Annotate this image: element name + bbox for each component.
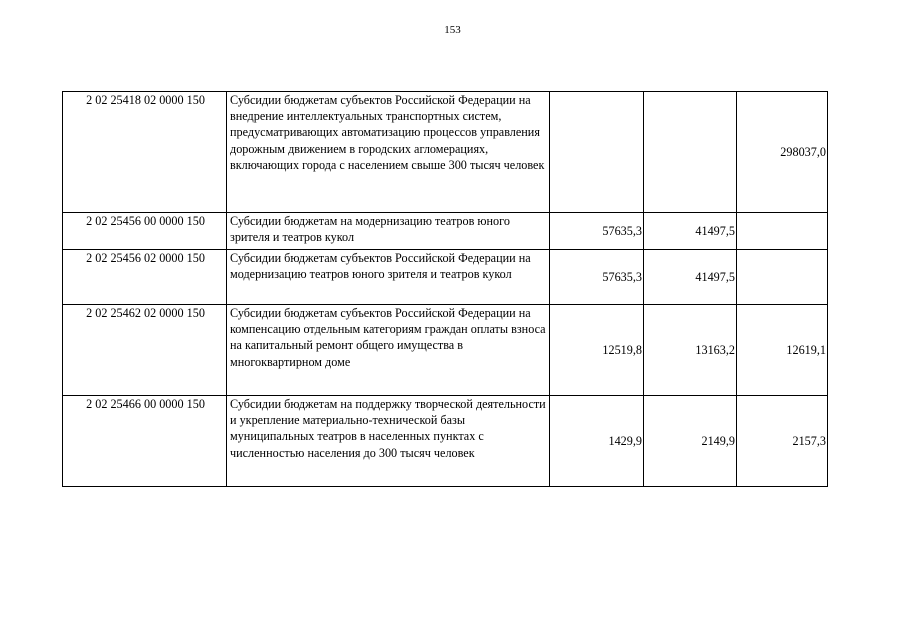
value-cell-2: 13163,2 bbox=[644, 305, 737, 396]
value-cell-2: 41497,5 bbox=[644, 213, 737, 250]
table-row bbox=[63, 305, 828, 396]
budget-code-cell: 2 02 25418 02 0000 150 bbox=[63, 92, 227, 213]
table-row bbox=[63, 250, 828, 305]
value-cell-2 bbox=[644, 92, 737, 213]
budget-code-cell: 2 02 25456 00 0000 150 bbox=[63, 213, 227, 250]
budget-code-cell: 2 02 25466 00 0000 150 bbox=[63, 396, 227, 487]
value-cell-2: 2149,9 bbox=[644, 396, 737, 487]
value-cell-3 bbox=[737, 213, 828, 250]
description-cell: Субсидии бюджетам субъектов Российской Федерации на внедрение интеллектуальных транспортных систем, предусматривающих автоматизацию процессов управления дорожным движением в городских агломерациях, включающих города с населением свыше 300 тысяч человек bbox=[227, 92, 550, 213]
value-cell-1: 12519,8 bbox=[550, 305, 644, 396]
description-cell: Субсидии бюджетам на поддержку творческой деятельности и укрепление материально-технической базы муниципальных театров в населенных пунктах с численностью населения до 300 тысяч человек bbox=[227, 396, 550, 487]
page-number: 153 bbox=[444, 24, 461, 36]
value-cell-1: 57635,3 bbox=[550, 213, 644, 250]
description-cell: Субсидии бюджетам на модернизацию театров юного зрителя и театров кукол bbox=[227, 213, 550, 250]
table-row bbox=[63, 396, 828, 487]
table-row bbox=[63, 213, 828, 250]
budget-code-cell: 2 02 25462 02 0000 150 bbox=[63, 305, 227, 396]
value-cell-1: 57635,3 bbox=[550, 250, 644, 305]
value-cell-3: 298037,0 bbox=[737, 92, 828, 213]
description-cell: Субсидии бюджетам субъектов Российской Федерации на модернизацию театров юного зрителя и театров кукол bbox=[227, 250, 550, 305]
value-cell-3: 2157,3 bbox=[737, 396, 828, 487]
value-cell-1 bbox=[550, 92, 644, 213]
budget-code-cell: 2 02 25456 02 0000 150 bbox=[63, 250, 227, 305]
table-row bbox=[63, 92, 828, 213]
value-cell-3 bbox=[737, 250, 828, 305]
value-cell-1: 1429,9 bbox=[550, 396, 644, 487]
budget-table bbox=[62, 91, 828, 487]
value-cell-2: 41497,5 bbox=[644, 250, 737, 305]
value-cell-3: 12619,1 bbox=[737, 305, 828, 396]
description-cell: Субсидии бюджетам субъектов Российской Федерации на компенсацию отдельным категориям граждан оплаты взноса на капитальный ремонт общего имущества в многоквартирном доме bbox=[227, 305, 550, 396]
